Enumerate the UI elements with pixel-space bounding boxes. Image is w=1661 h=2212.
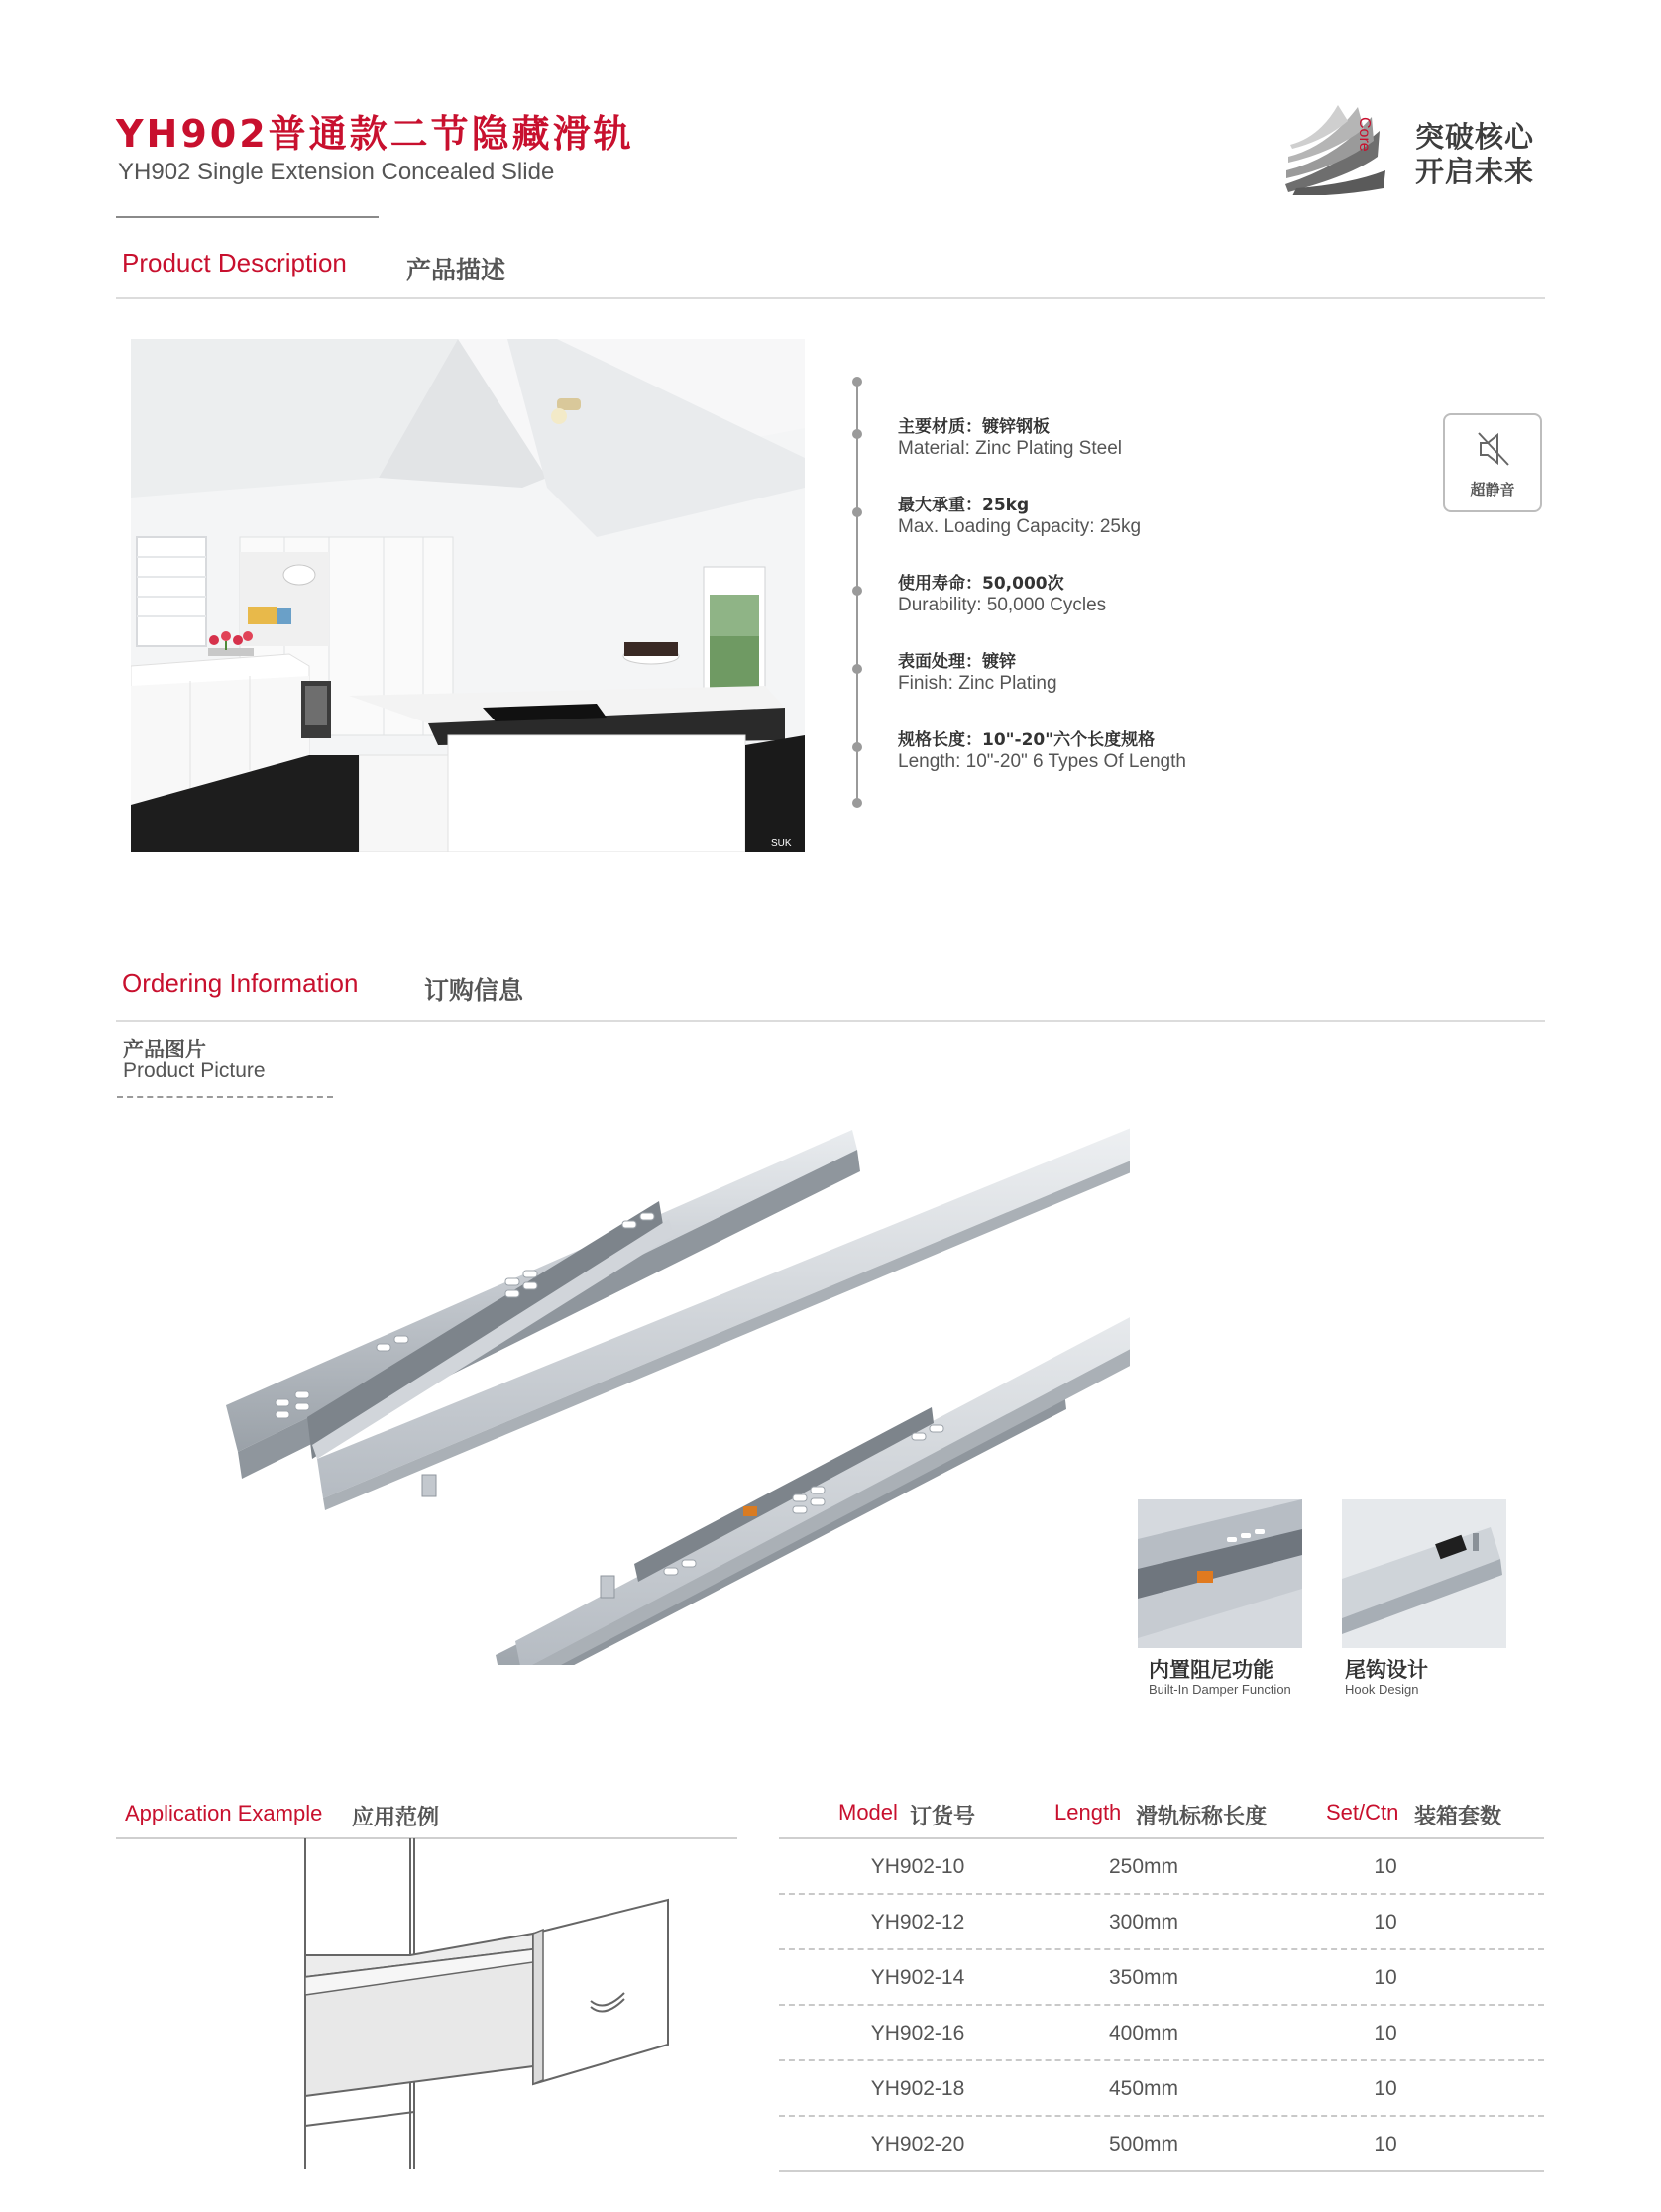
spec-finish-en: Finish: Zinc Plating [898,673,1057,694]
spec-durability-en: Durability: 50,000 Cycles [898,595,1107,615]
photo-watermark: SUK [771,838,792,849]
silent-badge-label: 超静音 [1470,481,1515,498]
table-cell-length: 400mm [1108,2022,1179,2045]
table-row [779,2117,1544,2172]
spec-length-en: Length: 10"-20" 6 Types Of Length [898,751,1186,772]
logo-core-word: Core [1356,117,1373,152]
table-cell-model: YH902-14 [870,1966,965,1989]
ordering-title-cn: 订购信息 [424,976,524,1005]
spec-timeline-dot [852,429,862,439]
table-cell-model: YH902-10 [870,1855,965,1878]
spec-timeline-dot [852,377,862,387]
table-bottom-rule [779,2170,1544,2172]
table-cell-set: 10 [1374,2133,1397,2156]
table-cell-model: YH902-12 [870,1911,965,1934]
product-picture-underline [117,1096,333,1098]
hook-detail-label-en: Hook Design [1345,1682,1419,1697]
silent-badge [1443,413,1542,512]
table-header-model-en: Model [838,1800,898,1825]
spec-length [898,725,1453,773]
spec-timeline-dot [852,664,862,674]
spec-timeline-dot [852,507,862,517]
table-cell-set: 10 [1374,2077,1397,2100]
application-title-cn: 应用范例 [352,1806,440,1830]
product-picture-label-cn: 产品图片 [123,1038,206,1061]
application-title-en: Application Example [125,1801,323,1825]
spec-capacity [898,491,1453,538]
page-title: YH902普通款二节隐藏滑轨 [116,112,634,156]
title-underline [116,216,379,218]
logo-slogan-line1: 突破核心 [1415,120,1535,154]
table-header-set-en: Set/Ctn [1326,1800,1399,1825]
table-row [779,1950,1544,2006]
slide-product-image [218,1110,1130,1665]
spec-finish [898,647,1453,695]
spec-material-cn: 主要材质：镀锌钢板 [898,417,1050,437]
table-row [779,1839,1544,1895]
table-cell-model: YH902-20 [870,2133,965,2156]
table-cell-length: 250mm [1108,1855,1179,1878]
spec-timeline-dot [852,586,862,596]
damper-detail-label-cn: 内置阻尼功能 [1149,1658,1273,1682]
hook-detail-image [1342,1499,1506,1648]
description-divider [116,297,1545,299]
spec-timeline-dot [852,742,862,752]
description-title-en: Product Description [122,248,347,277]
table-header-length-cn: 滑轨标称长度 [1136,1805,1268,1829]
table-header-set-cn: 装箱套数 [1414,1805,1502,1829]
table-row [779,2061,1544,2117]
table-row [779,1895,1544,1950]
speaker-muted-icon [1475,429,1512,469]
table-cell-set: 10 [1374,1911,1397,1934]
spec-capacity-cn: 最大承重：25kg [898,496,1030,515]
table-row [779,2006,1544,2061]
description-title-cn: 产品描述 [406,256,506,284]
table-cell-length: 450mm [1108,2077,1179,2100]
spec-capacity-en: Max. Loading Capacity: 25kg [898,516,1142,537]
logo-slogan-line2: 开启未来 [1415,155,1535,188]
ordering-title-en: Ordering Information [122,968,359,998]
spec-durability [898,569,1453,616]
table-cell-model: YH902-16 [870,2022,965,2045]
table-cell-length: 500mm [1108,2133,1179,2156]
drawer-application-diagram [117,1838,735,2169]
page-subtitle: YH902 Single Extension Concealed Slide [118,159,555,185]
spec-finish-cn: 表面处理：镀锌 [898,652,1016,672]
ordering-divider [116,1020,1545,1022]
table-cell-length: 350mm [1108,1966,1179,1989]
table-cell-model: YH902-18 [870,2077,965,2100]
spec-durability-cn: 使用寿命：50,000次 [898,574,1064,594]
table-cell-set: 10 [1374,2022,1397,2045]
kitchen-photo [131,339,805,852]
spec-timeline-dot [852,798,862,808]
product-picture-label-en: Product Picture [123,1059,266,1082]
spec-material-en: Material: Zinc Plating Steel [898,438,1122,459]
table-header-model-cn: 订货号 [910,1805,976,1829]
damper-detail-image [1138,1499,1302,1648]
table-cell-set: 10 [1374,1855,1397,1878]
table-cell-length: 300mm [1108,1911,1179,1934]
hook-detail-label-cn: 尾钩设计 [1345,1658,1428,1682]
damper-detail-label-en: Built-In Damper Function [1149,1682,1291,1697]
table-header-length-en: Length [1054,1800,1122,1825]
table-cell-set: 10 [1374,1966,1397,1989]
spec-material [898,412,1453,460]
spec-length-cn: 规格长度：10"-20"六个长度规格 [898,730,1156,750]
